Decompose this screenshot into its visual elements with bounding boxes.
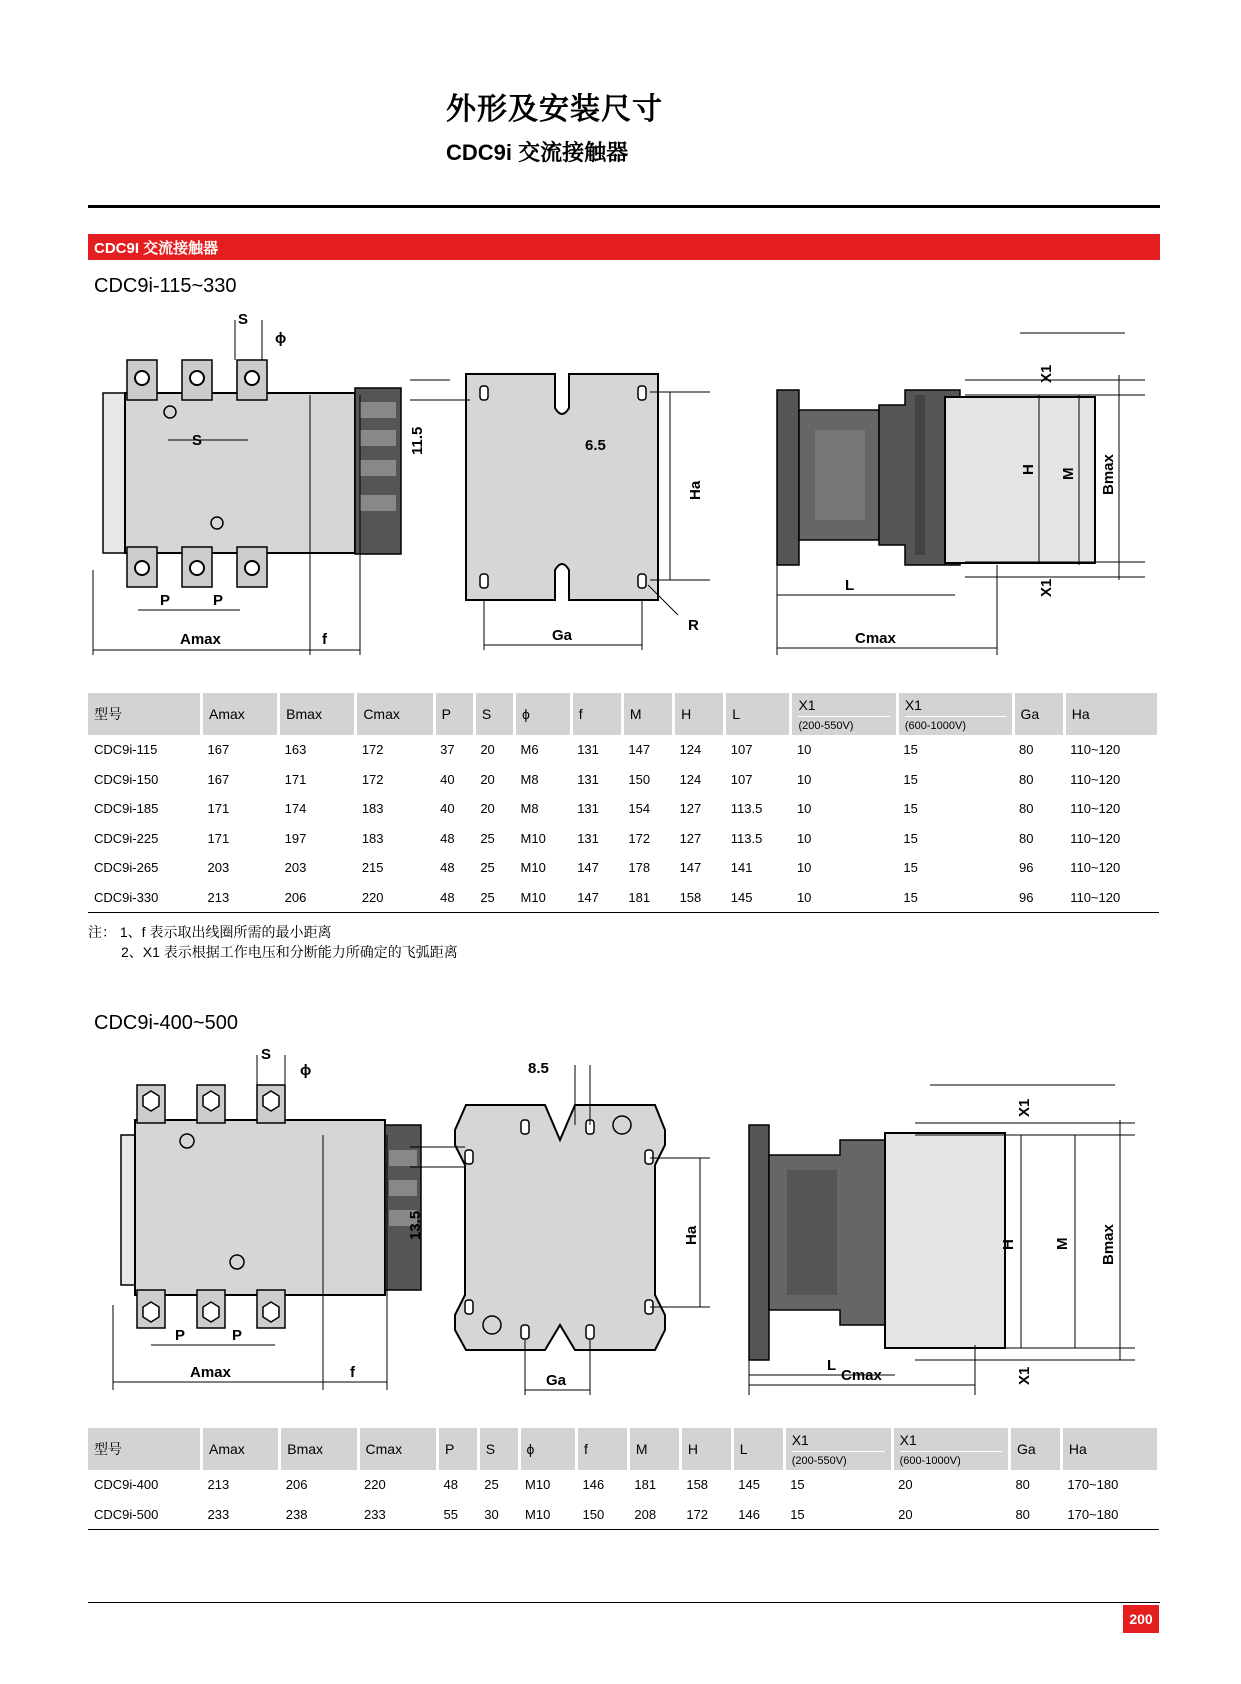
table-cell: 55 [437, 1500, 478, 1530]
page-number: 200 [1123, 1605, 1159, 1633]
table-cell: 20 [480, 771, 495, 787]
table-cell: CDC9i-185 [94, 801, 159, 817]
table-cell: 48 [440, 860, 455, 876]
table-cell: 80 [1019, 801, 1034, 817]
s2-th-H: H [680, 1428, 732, 1470]
table-cell: 20 [898, 1477, 913, 1493]
s1-th-Cmax: Cmax [356, 693, 434, 735]
table-cell: 48 [440, 830, 455, 846]
table-cell: 172 [628, 830, 651, 846]
s2-th-P: P [437, 1428, 478, 1470]
s2-front-view [105, 1045, 405, 1395]
table-cell: CDC9i-150 [94, 771, 159, 787]
section-banner [88, 234, 1160, 260]
table-cell: 20 [480, 742, 495, 758]
table-cell: 131 [577, 771, 599, 787]
table-cell: 163 [284, 742, 307, 758]
s1-note-2: 2、X1 表示根据工作电压和分断能力所确定的飞弧距离 [121, 944, 458, 960]
table-cell: 233 [358, 1500, 437, 1530]
s2-th-S: S [478, 1428, 519, 1470]
table-cell: M10 [519, 1500, 576, 1530]
table-cell: 15 [903, 860, 918, 876]
table-cell: CDC9i-400 [94, 1477, 159, 1493]
table-cell: 183 [361, 830, 384, 846]
s2-spec-table [88, 1428, 1160, 1530]
s2-front-label-P1: P [175, 1327, 186, 1344]
table-cell: 154 [628, 801, 651, 817]
table-cell: 107 [730, 771, 753, 787]
s1-note-1: 注： 1、f 表示取出线圈所需的最小距离 [88, 924, 332, 940]
section1-model-range: CDC9i-115~330 [94, 275, 237, 297]
table-cell: 171 [207, 801, 230, 817]
s2-th-Bmax: Bmax [280, 1428, 358, 1470]
s2-plate-label-Ha: Ha [683, 1225, 700, 1245]
table-cell: 147 [577, 860, 599, 876]
table-cell: 203 [207, 860, 230, 876]
s1-th-f: f [571, 693, 622, 735]
table-cell: M6 [520, 742, 539, 758]
table-cell: 206 [285, 1477, 308, 1493]
table-cell: 40 [440, 771, 455, 787]
s1-front-label-phi: ϕ [275, 330, 287, 347]
table-cell: 124 [679, 771, 702, 787]
table-cell: 213 [207, 1477, 230, 1493]
table-cell: 124 [679, 742, 702, 758]
table-cell: 107 [730, 742, 753, 758]
table-cell: 206 [279, 883, 356, 913]
s1-th-model: 型号 [88, 693, 202, 735]
s1-th-Ha: Ha [1064, 693, 1158, 735]
s1-front-label-P2: P [213, 592, 224, 609]
s1-side-label-Bmax: Bmax [1100, 454, 1117, 495]
s2-th-model: 型号 [88, 1428, 202, 1470]
s1-side-label-L: L [845, 577, 855, 594]
s1-side-label-X1-top: X1 [1038, 364, 1055, 383]
table-cell: 127 [679, 801, 702, 817]
table-cell: 147 [679, 860, 702, 876]
s1-th-Amax: Amax [202, 693, 279, 735]
s1-front-label-Amax: Amax [180, 631, 221, 648]
s2-th-phi: ϕ [519, 1428, 576, 1470]
table-cell: 147 [571, 883, 622, 913]
s1-plate-label-R: R [688, 617, 699, 634]
s1-side-label-Cmax: Cmax [855, 630, 896, 647]
table-cell: 233 [202, 1500, 280, 1530]
table-cell: 172 [361, 771, 384, 787]
table-cell: 141 [730, 860, 753, 876]
table-cell: 213 [202, 883, 279, 913]
table-cell: 10 [791, 883, 897, 913]
s1-th-S: S [474, 693, 514, 735]
table-cell: 238 [280, 1500, 358, 1530]
table-cell: 25 [474, 883, 514, 913]
s2-front-label-S: S [261, 1046, 272, 1063]
table-cell: 80 [1019, 771, 1034, 787]
s2-th-X1-b: X1 (600-1000V) [892, 1428, 1009, 1470]
s2-plate-label-Ga: Ga [546, 1372, 567, 1389]
table-cell: 158 [686, 1477, 709, 1493]
s2-plate-label-13-5: 13.5 [407, 1210, 424, 1240]
table-cell: 80 [1019, 830, 1034, 846]
s2-table-header-row [88, 1428, 1159, 1470]
table-cell: 174 [284, 801, 307, 817]
section-banner-text: CDC9I 交流接触器 [94, 240, 219, 257]
table-cell: M8 [520, 801, 539, 817]
table-cell: 146 [732, 1500, 784, 1530]
table-cell: 183 [361, 801, 384, 817]
table-cell: 220 [364, 1477, 386, 1493]
table-cell: 110~120 [1070, 801, 1121, 817]
page-subtitle: CDC9i 交流接触器 [446, 140, 629, 165]
s1-th-H: H [674, 693, 725, 735]
table-cell: 167 [207, 742, 230, 758]
s1-plate-label-Ga: Ga [552, 627, 573, 644]
table-cell: 203 [284, 860, 307, 876]
s2-plate-label-8-5: 8.5 [528, 1060, 549, 1077]
s1-front-label-f: f [322, 631, 327, 648]
table-cell: 113.5 [730, 801, 763, 817]
table-cell: 113.5 [730, 830, 763, 846]
table-cell: 131 [577, 801, 599, 817]
table-cell: 15 [903, 771, 918, 787]
s1-plate-label-Ha: Ha [687, 480, 704, 500]
s2-th-Ha: Ha [1061, 1428, 1158, 1470]
table-cell: 25 [480, 830, 495, 846]
table-cell: 15 [903, 801, 918, 817]
s1-side-view [765, 315, 1145, 660]
header-divider [88, 205, 1160, 208]
s1-th-Ga: Ga [1013, 693, 1064, 735]
s2-side-label-X1-top: X1 [1016, 1098, 1033, 1117]
table-cell: 131 [577, 830, 599, 846]
s2-side-label-M: M [1054, 1237, 1071, 1250]
s1-side-label-X1-bottom: X1 [1038, 578, 1055, 597]
s1-th-Bmax: Bmax [279, 693, 356, 735]
table-cell: 172 [361, 742, 384, 758]
s2-mounting-plate [407, 1055, 730, 1400]
table-cell: 80 [1015, 1477, 1030, 1493]
table-cell: 170~180 [1067, 1477, 1119, 1493]
s2-front-label-P2: P [232, 1327, 243, 1344]
s2-side-label-Bmax: Bmax [1100, 1224, 1117, 1265]
table-cell: 170~180 [1061, 1500, 1158, 1530]
s1-th-phi: ϕ [515, 693, 572, 735]
table-cell: 20 [892, 1500, 1009, 1530]
table-cell: 167 [207, 771, 230, 787]
s1-th-X1-a: X1 (200-550V) [791, 693, 897, 735]
table-cell: 37 [440, 742, 455, 758]
table-cell: 15 [790, 1477, 805, 1493]
table-cell: CDC9i-265 [94, 860, 159, 876]
s2-th-L: L [732, 1428, 784, 1470]
s1-mounting-plate [410, 340, 710, 660]
table-cell: CDC9i-225 [94, 830, 159, 846]
table-cell: 147 [628, 742, 651, 758]
footer-divider [88, 1602, 1160, 1603]
table-cell: M10 [515, 883, 572, 913]
table-cell: 131 [577, 742, 599, 758]
s1-front-label-P1: P [160, 592, 171, 609]
s1-notes [88, 922, 458, 962]
table-row [88, 1500, 1159, 1530]
s2-front-label-phi: ϕ [300, 1062, 312, 1079]
page-title: 外形及安装尺寸 [446, 93, 663, 126]
table-cell: 181 [634, 1477, 657, 1493]
table-cell: CDC9i-330 [88, 883, 202, 913]
s2-th-f: f [577, 1428, 629, 1470]
table-cell: 15 [897, 883, 1013, 913]
table-cell: 30 [478, 1500, 519, 1530]
table-cell: 110~120 [1070, 860, 1121, 876]
table-cell: 25 [480, 860, 495, 876]
table-cell: CDC9i-115 [94, 742, 158, 758]
s1-th-P: P [434, 693, 474, 735]
table-cell: 110~120 [1070, 771, 1121, 787]
table-cell: 10 [796, 801, 812, 817]
table-cell: 80 [1019, 742, 1034, 758]
table-row [88, 735, 1159, 765]
table-cell: 158 [674, 883, 725, 913]
table-cell: 96 [1013, 883, 1064, 913]
table-cell: 208 [628, 1500, 680, 1530]
table-cell: 110~120 [1070, 742, 1121, 758]
s2-front-label-Amax: Amax [190, 1364, 231, 1381]
s1-th-M: M [622, 693, 673, 735]
s1-th-L: L [725, 693, 791, 735]
table-cell: 145 [725, 883, 791, 913]
table-row [88, 883, 1159, 913]
table-cell: 220 [356, 883, 434, 913]
table-cell: 150 [577, 1500, 629, 1530]
s2-side-label-X1-bottom: X1 [1016, 1366, 1033, 1385]
table-cell: 15 [903, 830, 918, 846]
s2-th-Amax: Amax [202, 1428, 280, 1470]
table-cell: 15 [784, 1500, 892, 1530]
table-cell: M10 [520, 860, 546, 876]
table-cell: M10 [525, 1477, 551, 1493]
s1-side-label-H: H [1020, 464, 1037, 475]
table-row [88, 794, 1159, 824]
table-cell: 20 [480, 801, 495, 817]
s2-side-view [745, 1055, 1145, 1400]
table-cell: 215 [361, 860, 384, 876]
table-cell: 80 [1009, 1500, 1061, 1530]
table-cell: 40 [440, 801, 455, 817]
s2-th-Ga: Ga [1009, 1428, 1061, 1470]
s2-side-label-L: L [827, 1357, 837, 1374]
table-cell: 145 [738, 1477, 760, 1493]
table-row [88, 1470, 1159, 1500]
table-cell: 150 [628, 771, 651, 787]
table-cell: 10 [796, 860, 812, 876]
table-cell: 96 [1019, 860, 1034, 876]
table-cell: 172 [680, 1500, 732, 1530]
table-cell: 48 [434, 883, 474, 913]
table-cell: 171 [207, 830, 230, 846]
s2-th-X1-a: X1 (200-550V) [784, 1428, 892, 1470]
table-cell: 10 [796, 830, 812, 846]
s2-th-Cmax: Cmax [358, 1428, 437, 1470]
s2-th-M: M [628, 1428, 680, 1470]
table-row [88, 765, 1159, 795]
section2-model-range: CDC9i-400~500 [94, 1012, 238, 1034]
table-cell: 171 [284, 771, 307, 787]
table-cell: 110~120 [1070, 830, 1121, 846]
table-cell: 197 [284, 830, 307, 846]
table-cell: M10 [520, 830, 546, 846]
s1-spec-table [88, 693, 1160, 913]
s1-side-label-M: M [1060, 467, 1077, 480]
s1-th-X1-b: X1 (600-1000V) [897, 693, 1013, 735]
table-cell: 178 [628, 860, 651, 876]
table-cell: 181 [622, 883, 673, 913]
s2-side-label-Cmax: Cmax [841, 1367, 882, 1384]
table-cell: CDC9i-500 [88, 1500, 202, 1530]
s2-side-label-H: H [1000, 1239, 1017, 1250]
table-cell: 15 [903, 742, 918, 758]
s1-table-header-row [88, 693, 1159, 735]
s1-front-label-S-mid: S [192, 432, 203, 449]
table-cell: 10 [796, 771, 812, 787]
table-cell: 48 [443, 1477, 458, 1493]
table-cell: 110~120 [1064, 883, 1158, 913]
s2-front-label-f: f [350, 1364, 355, 1381]
table-cell: M8 [520, 771, 539, 787]
table-row [88, 853, 1159, 883]
s1-front-label-S-top: S [238, 311, 249, 328]
table-cell: 127 [679, 830, 702, 846]
table-row [88, 824, 1159, 854]
table-cell: 25 [484, 1477, 499, 1493]
s1-plate-label-6-5: 6.5 [585, 437, 606, 454]
table-cell: 10 [796, 742, 812, 758]
s1-front-view [90, 310, 390, 660]
s1-plate-label-11-5: 11.5 [409, 426, 426, 455]
table-cell: 146 [582, 1477, 605, 1493]
